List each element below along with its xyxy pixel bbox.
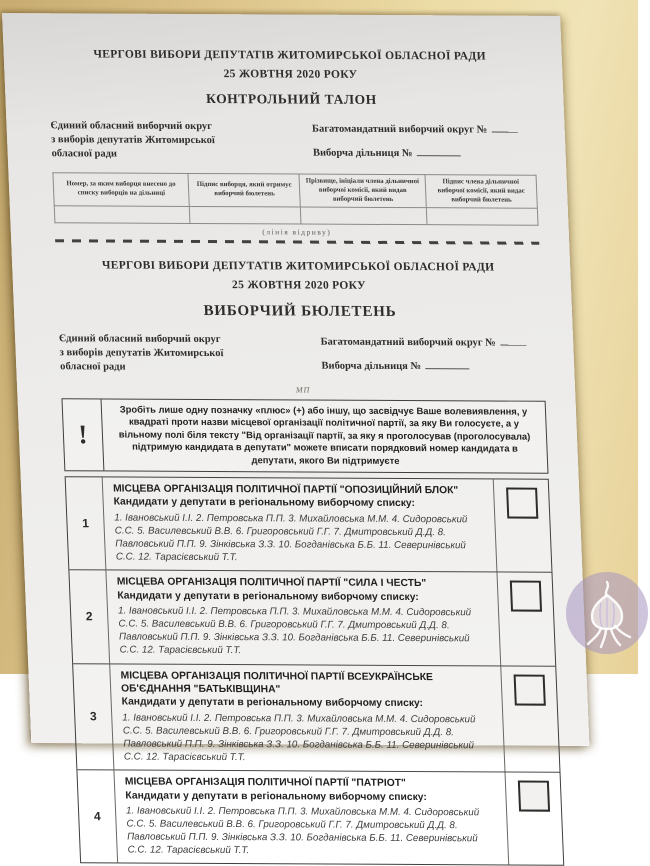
ballot-paper xyxy=(2,13,589,857)
exclamation-mark-icon: ! xyxy=(63,399,105,470)
coupon-signature-table xyxy=(52,172,538,226)
candidates-list: 1. Івановський І.І. 2. Петровська П.П. 3. Михайловська М.М. 4. Сидоровський С.С. 5. Василевський В.В. 6. Григоровський Г.Г. 7. Дмитровський Д.Д. 8. Павловський П.П. 9. Зінківська З.З. 10. Богданівська Б.Б. 11. Северинівський С.С. 12. Тарасієвський Т.Т. xyxy=(122,712,476,764)
vote-checkbox[interactable] xyxy=(509,581,541,612)
candidates-subtitle: Кандидати у депутати в регіональному виборчому списку: xyxy=(117,590,419,603)
col-commission-member-signature: Підпис члена дільничної виборчої комісії, який видає виборчий бюлетень xyxy=(425,175,537,209)
station-label: Виборча дільниця № xyxy=(312,147,413,160)
ballot-election-title: ЧЕРГОВІ ВИБОРИ ДЕПУТАТІВ ЖИТОМИРСЬКОЇ ОБЛАСНОЇ РАДИ xyxy=(101,259,495,274)
station-label: Виборча дільниця № xyxy=(321,360,422,373)
party-info xyxy=(110,664,504,772)
party-list-table xyxy=(65,476,565,866)
empty-cell xyxy=(190,207,302,225)
coupon-election-title: ЧЕРГОВІ ВИБОРИ ДЕПУТАТІВ ЖИТОМИРСЬКОЇ ОБЛАСНОЇ РАДИ xyxy=(93,48,487,63)
coupon-election-date: 25 ЖОВТНЯ 2020 РОКУ xyxy=(223,68,358,81)
ballot-multi-district-field xyxy=(320,334,543,349)
vote-checkbox[interactable] xyxy=(517,781,549,812)
control-coupon-section xyxy=(46,13,539,245)
party-number: 1 xyxy=(66,477,107,569)
coupon-table-header-row xyxy=(53,173,537,209)
coupon-fields xyxy=(312,121,537,170)
coupon-station-field xyxy=(313,145,536,160)
candidates-list: 1. Івановський І.І. 2. Петровська П.П. 3. Михайловська М.М. 4. Сидоровський С.С. 5. Василевський В.В. 6. Григоровський Г.Г. 7. Дмитровський Д.Д. 8. Павловський П.П. 9. Зінківська З.З. 10. Богданівська Б.Б. 11. Северинівський С.С. 12. Тарасієвський Т.Т. xyxy=(125,805,480,857)
empty-cell xyxy=(426,208,538,226)
multi-district-blank xyxy=(499,335,525,346)
coupon-section-title: КОНТРОЛЬНИЙ ТАЛОН xyxy=(205,91,378,107)
ballot-section xyxy=(55,242,564,866)
col-voter-signature: Підпис виборця, який отримує виборчий бюлетень xyxy=(188,173,300,207)
party-name: МІСЦЕВА ОРГАНІЗАЦІЯ ПОЛІТИЧНОЇ ПАРТІЇ "ОПОЗИЦІЙНИЙ БЛОК" xyxy=(112,483,459,497)
multi-district-label: Багатомандатний виборчий округ № xyxy=(320,336,496,349)
multi-district-label: Багатомандатний виборчий округ № xyxy=(311,123,488,136)
voting-instruction-text: Зробіть лише одну позначку «плюс» (+) або іншу, що засвідчує Ваше волевиявлення, у квадраті проти назви місцевої організації політичної партії, за яку Ви голосуєте, а у вільному полі біля тексту "Від організації партії, за яку я проголосував (проголосувала) підтримую кандидата в депутати" можете вписати порядковий номер кандидата в депутати, якого Ви підтримуєте xyxy=(118,403,531,466)
checkbox-cell xyxy=(493,480,552,573)
vote-checkbox[interactable] xyxy=(506,488,538,519)
empty-cell xyxy=(54,206,190,224)
checkbox-cell xyxy=(505,773,564,866)
candidates-list: 1. Івановський І.І. 2. Петровська П.П. 3. Михайловська М.М. 4. Сидоровський С.С. 5. Василевський В.В. 6. Григоровський Г.Г. 7. Дмитровський Д.Д. 8. Павловський П.П. 9. Зінківська З.З. 10. Богданівська Б.Б. 11. Северинівський С.С. 12. Тарасієвський Т.Т. xyxy=(114,512,468,564)
party-number: 2 xyxy=(69,571,110,663)
ballot-station-field xyxy=(321,358,544,373)
candidates-subtitle: Кандидати у депутати в регіональному виборчому списку: xyxy=(113,496,416,510)
checkbox-cell xyxy=(500,666,559,772)
coupon-table-empty-row xyxy=(54,206,538,226)
coupon-district-label: Єдиний обласний виборчий округ з виборів депутатів Житомирської обласної ради xyxy=(50,120,216,160)
party-number: 3 xyxy=(73,664,114,770)
stamp-place-label: МП xyxy=(295,385,311,395)
station-blank xyxy=(425,358,469,369)
party-row-1 xyxy=(66,477,552,572)
empty-cell xyxy=(301,208,427,226)
coupon-multi-district-field xyxy=(312,121,535,136)
ballot-election-date: 25 ЖОВТНЯ 2020 РОКУ xyxy=(231,279,367,292)
party-info xyxy=(103,478,497,572)
voting-instruction-box xyxy=(61,398,548,474)
tear-line-label: (лінія відриву) xyxy=(262,227,332,238)
party-number: 4 xyxy=(77,770,118,862)
party-info xyxy=(114,771,508,865)
col-voter-number: Номер, за яким виборця внесено до списку виборців на дільниці xyxy=(53,173,190,207)
col-commission-member-name: Прізвище, ініціали члена дільничної виборчої комісії, який видав виборчий бюлетень xyxy=(299,174,426,208)
party-name: МІСЦЕВА ОРГАНІЗАЦІЯ ПОЛІТИЧНОЇ ПАРТІЇ "ПАТРІОТ" xyxy=(124,776,407,790)
multi-district-blank xyxy=(491,122,517,133)
party-row-2 xyxy=(69,570,555,666)
station-blank xyxy=(416,145,460,156)
coupon-header-columns xyxy=(50,119,536,170)
ballot-fields xyxy=(320,334,545,383)
vote-checkbox[interactable] xyxy=(513,674,545,705)
ballot-header-columns xyxy=(59,332,545,383)
party-row-4 xyxy=(77,769,563,865)
ballot-district-label: Єдиний обласний виборчий округ з виборів депутатів Житомирської обласної ради xyxy=(58,333,224,373)
ballot-section-title: ВИБОРЧИЙ БЮЛЕТЕНЬ xyxy=(203,303,397,321)
party-info xyxy=(106,571,500,665)
candidates-list: 1. Івановський І.І. 2. Петровська П.П. 3. Михайловська М.М. 4. Сидоровський С.С. 5. Василевський В.В. 6. Григоровський Г.Г. 7. Дмитровський Д.Д. 8. Павловський П.П. 9. Зінківська З.З. 10. Богданівська Б.Б. 11. Северинівський С.С. 12. Тарасієвський Т.Т. xyxy=(117,605,472,657)
party-name: МІСЦЕВА ОРГАНІЗАЦІЯ ПОЛІТИЧНОЇ ПАРТІЇ "СИЛА І ЧЕСТЬ" xyxy=(116,576,427,590)
party-name: МІСЦЕВА ОРГАНІЗАЦІЯ ПОЛІТИЧНОЇ ПАРТІЇ ВСЕУКРАЇНСЬКЕ ОБ'ЄДНАННЯ "БАТЬКІВЩИНА" xyxy=(120,670,434,696)
party-row-3 xyxy=(73,663,559,772)
candidates-subtitle: Кандидати у депутати в регіональному виборчому списку: xyxy=(125,790,428,803)
candidates-subtitle: Кандидати у депутати в регіональному виборчому списку: xyxy=(121,696,424,710)
checkbox-cell xyxy=(496,573,555,666)
